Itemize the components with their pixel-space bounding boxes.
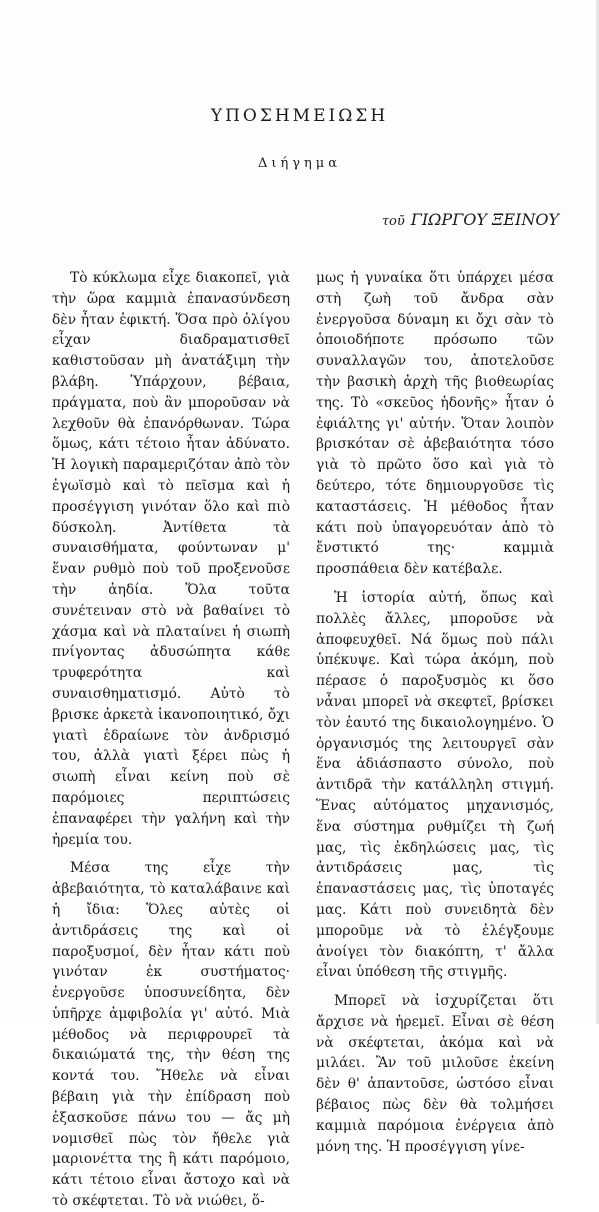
story-genre: Διήγημα [257,156,342,171]
paragraph: Μπορεῖ νὰ ἰσχυρίζεται ὅτι ἄρχισε νὰ ἠρεμεῖ. Εἶναι σὲ θέση νὰ σκέφτεται, ἀκόμα καὶ νὰ μιλάει. Ἂν τοῦ μιλοῦσε ἐκείνη δὲν θ' ἀπαντοῦσε, ὡστόσο εἶναι βέβαιος πὼς δὲν θὰ τολμήσει καμμιὰ παρόμοια ἐνέργεια ἀπὸ μόνη της. Ἡ προσέγγιση γίνε- [316,993,554,1155]
paragraph: Τὸ κύκλωμα εἶχε διακοπεῖ, γιὰ τὴν ὥρα καμμιὰ ἐπανασύνδεση δὲν ἦταν ἐφικτή. Ὅσα πρὸ ὀλίγου εἶχαν διαδραματισθεῖ καθιστοῦσαν μὴ ἀνατάξιμη τὴν βλάβη. Ὑπάρχουν, βέβαια, πράγματα, ποὺ ἂν μποροῦσαν νὰ λεχθοῦν θὰ ἐπανόρθωναν. Τώρα ὅμως, κάτι τέτοιο ἦταν ἀδύνατο. Ἡ λογικὴ παραμεριζόταν ἀπὸ τὸν ἐγωϊσμὸ καὶ τὸ πεῖσμα καὶ ἡ προσέγγιση γινόταν ὅλο καὶ πιὸ δύσκολη. Ἀντίθετα τὰ συναισθήματα, φούντωναν μ' ἕναν ρυθμὸ ποὺ τοῦ προξενοῦσε τὴν ἀηδία. Ὅλα τοῦτα συνέτειναν στὸ νὰ βαθαίνει τὸ χάσμα καὶ νὰ πλαταίνει ἡ σιωπὴ πνίγοντας ἀδυσώπητα κάθε τρυφερότητα καὶ συναισθηματισμό. Αὐτὸ τὸ βρισκε ἀρκετὰ ἱκανοποιητικό, ὄχι γιατὶ ἑδραίωνε τὸν ἀνδρισμό του, ἀλλὰ γιατὶ ξέρει πὼς ἡ σιωπὴ εἶναι κείνη ποὺ σὲ παρόμοιες περιπτώσεις ἐπαναφέρει τὴν γαλήνη καὶ τὴν ἠρεμία του. [52,270,290,848]
author-prefix: τοῦ [381,214,405,229]
paragraph: μως ἡ γυναίκα ὅτι ὑπάρχει μέσα στὴ ζωὴ τοῦ ἄνδρα σὰν ἐνεργοῦσα δύναμη κι ὄχι σὰν τὸ ὁποιοδήποτε πρόσωπο τῶν συναλλαγῶν του, ἀποτελοῦσε τὴν βασικὴ ἀρχὴ τῆς βιοθεωρίας της. Τὸ «σκεῦος ἡδονῆς» ἦταν ὁ ἐφιάλτης γι' αὐτήν. Ὅταν λοιπὸν βρισκόταν σὲ ἀβεβαιότητα τόσο γιὰ τὸ πρῶτο ὅσο καὶ γιὰ τὸ δεύτερο, τότε δημιουργοῦσε τὶς καταστάσεις. Ἡ μέθοδος ἦταν κάτι ποὺ ὑπαγορευόταν ἀπὸ τὸ ἔνστικτό της· καμμιὰ προσπάθεια δὲν κατέβαλε. [316,270,554,578]
paragraph: Ἡ ἱστορία αὐτή, ὅπως καὶ πολλὲς ἄλλες, μποροῦσε νὰ ἀποφευχθεῖ. Νά ὅμως ποὺ πάλι ὑπέκυψε. Καὶ τώρα ἀκόμη, ποὺ πέρασε ὁ παροξυσμὸς κι ὅσο νἆναι μπορεῖ νὰ σκεφτεῖ, βρίσκει τὸν ἑαυτό της δικαιολογημένο. Ὁ ὀργανισμός της λειτουργεῖ σὰν ἕνα ἀδιάσπαστο σύνολο, ποὺ ἀντιδρᾶ τὴν κατάλληλη στιγμή. Ἕνας αὐτόματος μηχανισμός, ἕνα σύστημα ρυθμίζει τὴ ζωή μας, τὶς ἐκδηλώσεις μας, τὶς ἀντιδράσεις μας, τὶς ἐπαναστάσεις μας, τὶς ὑποταγές μας. Κάτι ποὺ συνειδητὰ δὲν μποροῦμε νὰ τὸ ἐλέγξουμε ἀνοίγει τὸν διακόπτη, τ' ἄλλα εἶναι ὑπόθεση τῆς στιγμῆς. [316,589,554,981]
author-byline [382,210,559,229]
text-column-left [52,268,290,1212]
text-column-right [316,268,554,1157]
paragraph: Μέσα της εἶχε τὴν ἀβεβαιότητα, τὸ καταλάβαινε καὶ ἡ ἴδια: Ὅλες αὐτὲς οἱ ἀντιδράσεις της καὶ οἱ παροξυσμοί, δὲν ἦταν κάτι ποὺ γινόταν ἐκ συστήματος· ἐνεργοῦσε ὑποσυνείδητα, δὲν ὑπῆρχε ἀμφιβολία γι' αὐτό. Μιὰ μέθοδος νὰ περιφρουρεῖ τὰ δικαιώματά της, τὴν θέση της κοντά του. Ἤθελε νὰ εἶναι βέβαιη γιὰ τὴν ἐπίδραση ποὺ ἐξασκοῦσε πάνω του — ἄς μὴ νομισθεῖ πὼς τὸν ἤθελε γιὰ μαριονέττα της ἢ κάτι παρόμοιο, κάτι τέτοιο εἶναι ἄστοχο καὶ νὰ τὸ σκέφτεται. Τὸ νὰ νιώθει, ὅ- [52,860,290,1210]
author-name: ΓΙΩΡΓΟΥ ΞΕΙΝΟΥ [410,210,559,229]
story-title: ΥΠΟΣΗΜΕΙΩΣΗ [210,106,389,126]
